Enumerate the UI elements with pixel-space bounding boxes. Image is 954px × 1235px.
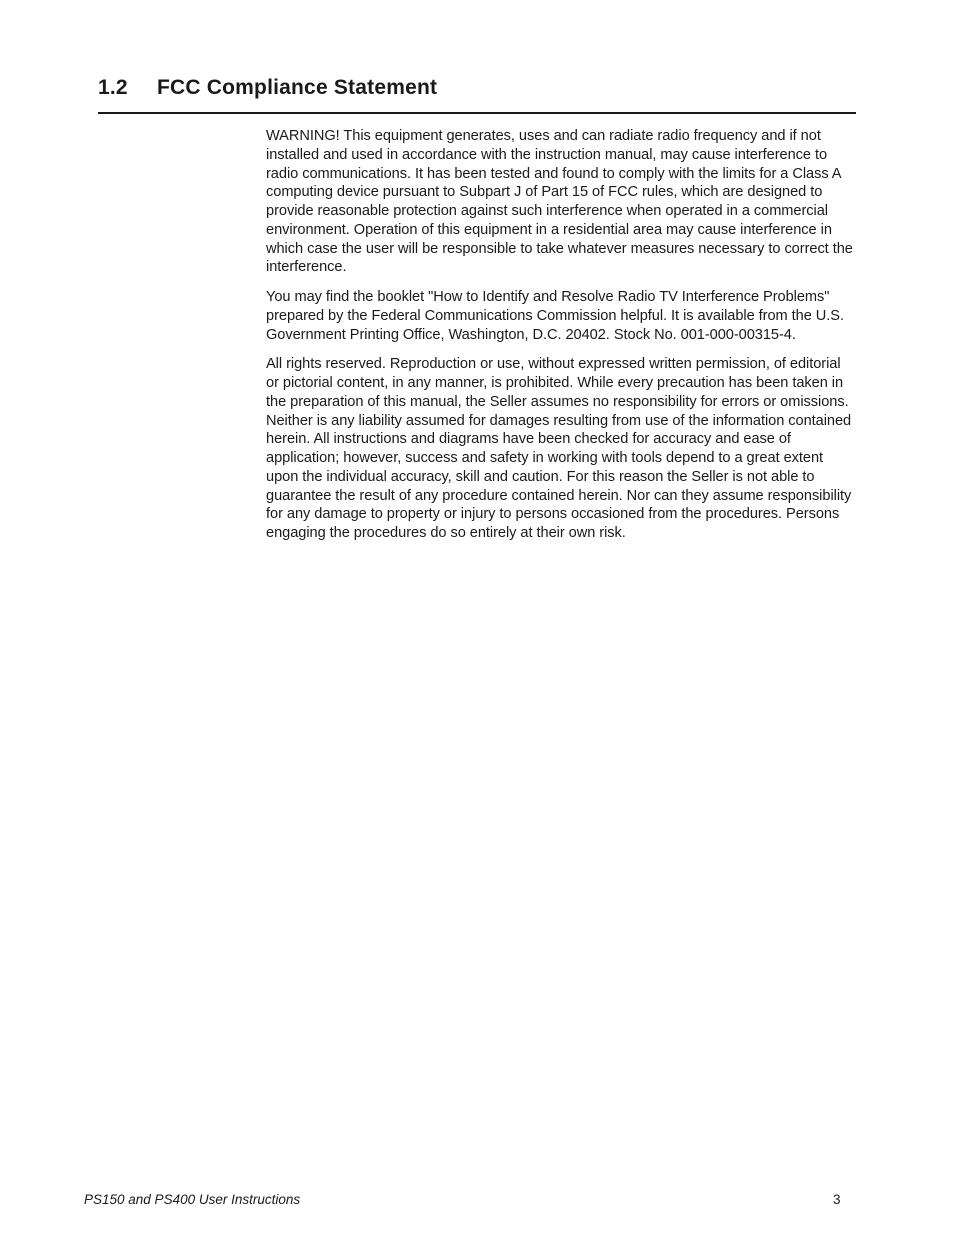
section-header bbox=[98, 76, 856, 114]
body-text bbox=[266, 127, 856, 554]
section-title: FCC Compliance Statement bbox=[157, 76, 438, 99]
footer-document-title: PS150 and PS400 User Instructions bbox=[84, 1192, 301, 1207]
footer-page-number: 3 bbox=[833, 1192, 841, 1207]
paragraph-warning: WARNING! This equipment generates, uses and can radiate radio frequency and if not installed and used in accordance with the instruction manual, may cause interference to radio communications. It has been tested and found to comply with the limits for a Class A computing device pursuant to Subpart J of Part 15 of FCC rules, which are designed to provide reasonable protection against such interference when operated in a commercial environment. Operation of this equipment in a residential area may cause interference in which case the user will be responsible to take whatever measures necessary to correct the interference. bbox=[266, 128, 853, 276]
paragraph-rights: All rights reserved. Reproduction or use, without expressed written permission, of editorial or pictorial content, in any manner, is prohibited. While every precaution has been taken in the preparation of this manual, the Seller assumes no responsibility for errors or omissions. Neither is any liability assumed for damages resulting from use of the information contained herein. All instructions and diagrams have been checked for accuracy and ease of application; however, success and safety in working with tools depend to a great extent upon the individual accuracy, skill and caution. For this reason the Seller is not able to guarantee the result of any procedure contained herein. Nor can they assume responsibility for any damage to property or injury to persons occasioned from the procedures. Persons engaging the procedures do so entirely at their own risk. bbox=[266, 356, 852, 541]
paragraph-booklet: You may find the booklet "How to Identify and Resolve Radio TV Interference Problems" prepared by the Federal Communications Commission helpful. It is available from the U.S. Government Printing Office, Washington, D.C. 20402. Stock No. 001-000-00315-4. bbox=[266, 289, 844, 343]
section-number: 1.2 bbox=[98, 76, 128, 99]
